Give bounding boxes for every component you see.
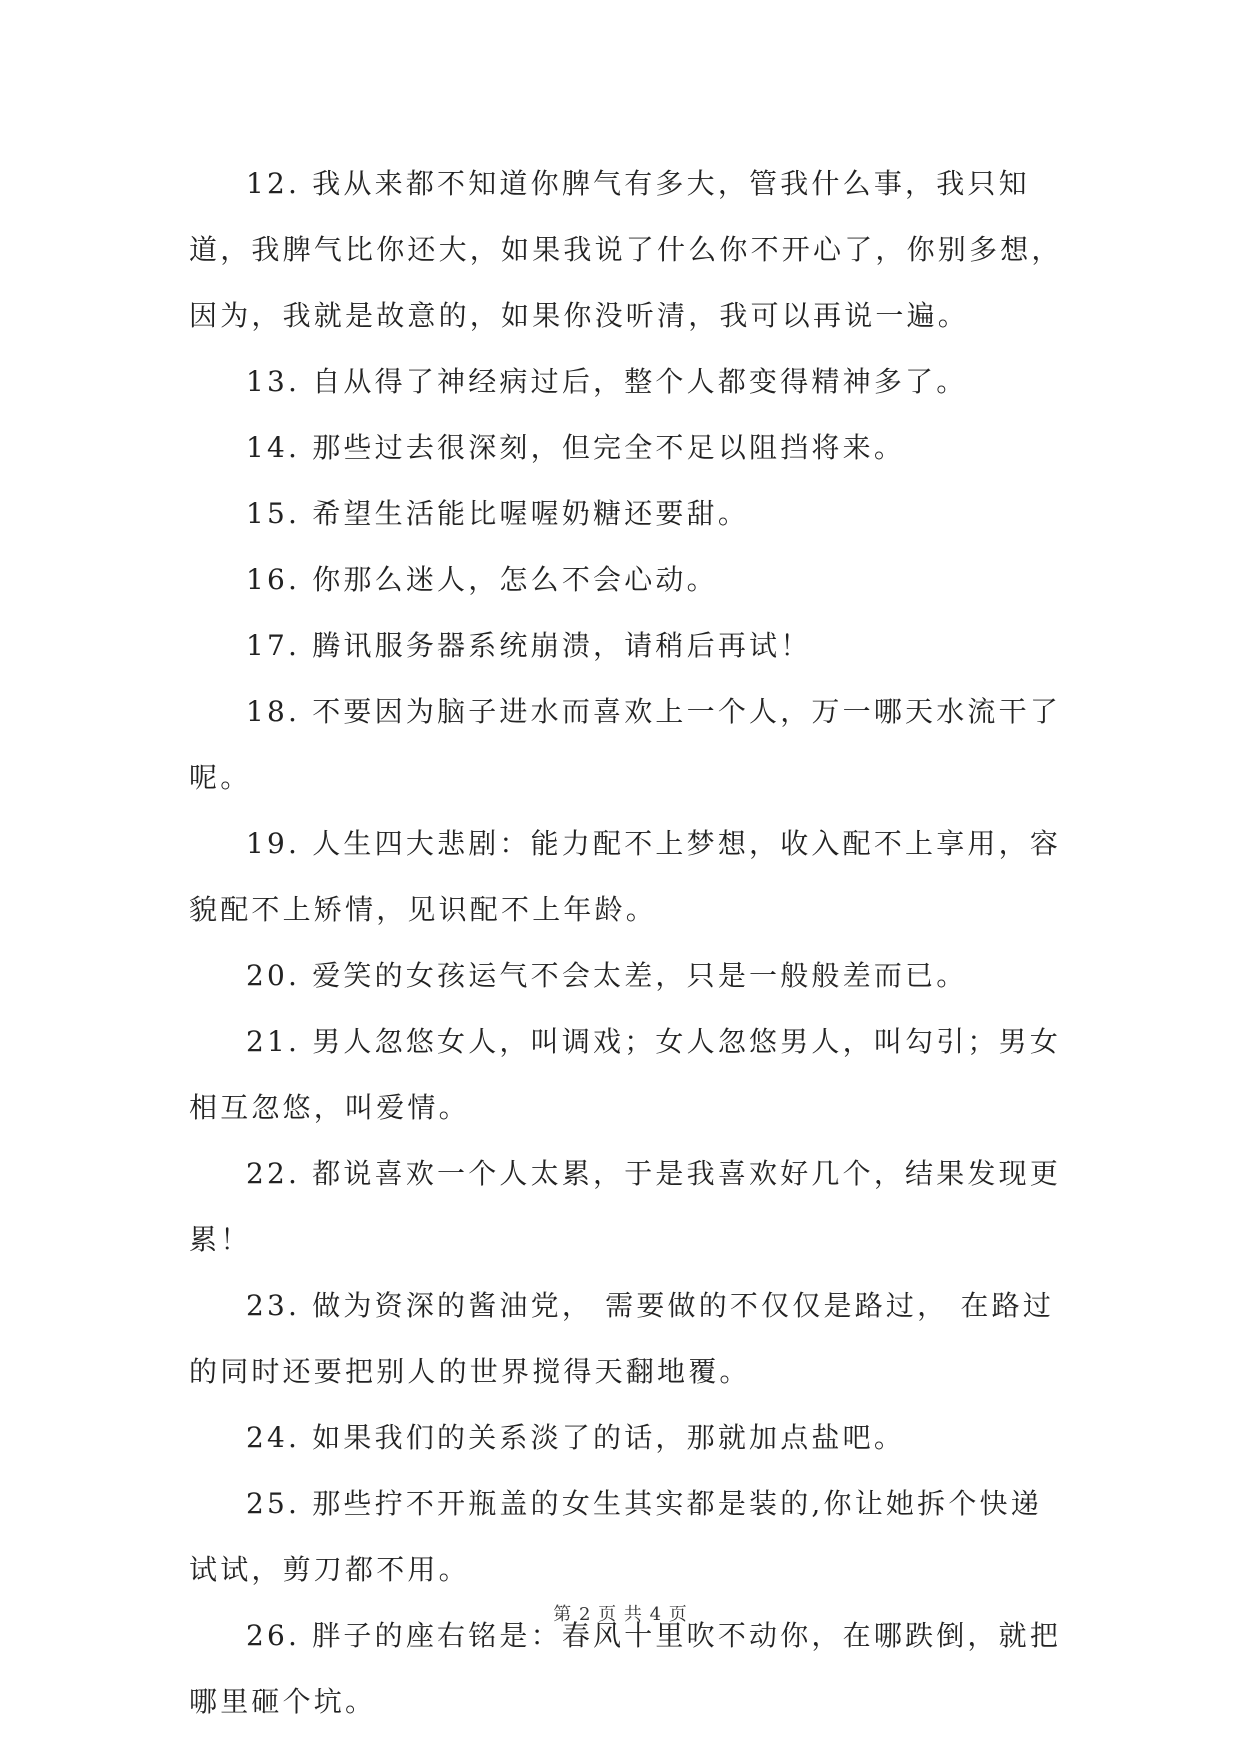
page-number-footer: 第 2 页 共 4 页 bbox=[553, 1604, 688, 1625]
paragraph-17: 17. 腾讯服务器系统崩溃，请稍后再试！ bbox=[246, 629, 812, 662]
paragraph-14: 14. 那些过去很深刻，但完全不足以阻挡将来。 bbox=[246, 431, 906, 464]
paragraph-22: 22. 都说喜欢一个人太累，于是我喜欢好几个，结果发现更累！ bbox=[189, 1157, 1062, 1256]
paragraph-18: 18. 不要因为脑子进水而喜欢上一个人，万一哪天水流干了呢。 bbox=[189, 695, 1062, 794]
document-body bbox=[189, 151, 1064, 1735]
paragraph-20: 20. 爱笑的女孩运气不会太差，只是一般般差而已。 bbox=[246, 959, 968, 992]
paragraph-15: 15. 希望生活能比喔喔奶糖还要甜。 bbox=[246, 497, 750, 530]
paragraph-19: 19. 人生四大悲剧：能力配不上梦想，收入配不上享用，容貌配不上矫情，见识配不上年龄。 bbox=[189, 827, 1062, 926]
paragraph-12: 12. 我从来都不知道你脾气有多大，管我什么事，我只知道，我脾气比你还大，如果我说了什么你不开心了，你别多想，因为，我就是故意的，如果你没听清，我可以再说一遍。 bbox=[189, 167, 1063, 332]
paragraph-13: 13. 自从得了神经病过后，整个人都变得精神多了。 bbox=[246, 365, 968, 398]
paragraph-26: 26. 胖子的座右铭是：春风十里吹不动你，在哪跌倒，就把哪里砸个坑。 bbox=[189, 1619, 1062, 1718]
paragraph-24: 24. 如果我们的关系淡了的话，那就加点盐吧。 bbox=[246, 1421, 906, 1454]
paragraph-21: 21. 男人忽悠女人，叫调戏；女人忽悠男人，叫勾引；男女相互忽悠，叫爱情。 bbox=[189, 1025, 1062, 1124]
paragraph-16: 16. 你那么迷人，怎么不会心动。 bbox=[246, 563, 718, 596]
paragraph-23: 23. 做为资深的酱油党， 需要做的不仅仅是路过， 在路过的同时还要把别人的世界搅得天翻地覆。 bbox=[189, 1289, 1055, 1388]
paragraph-25: 25. 那些拧不开瓶盖的女生其实都是装的,你让她拆个快递试试，剪刀都不用。 bbox=[189, 1487, 1042, 1586]
